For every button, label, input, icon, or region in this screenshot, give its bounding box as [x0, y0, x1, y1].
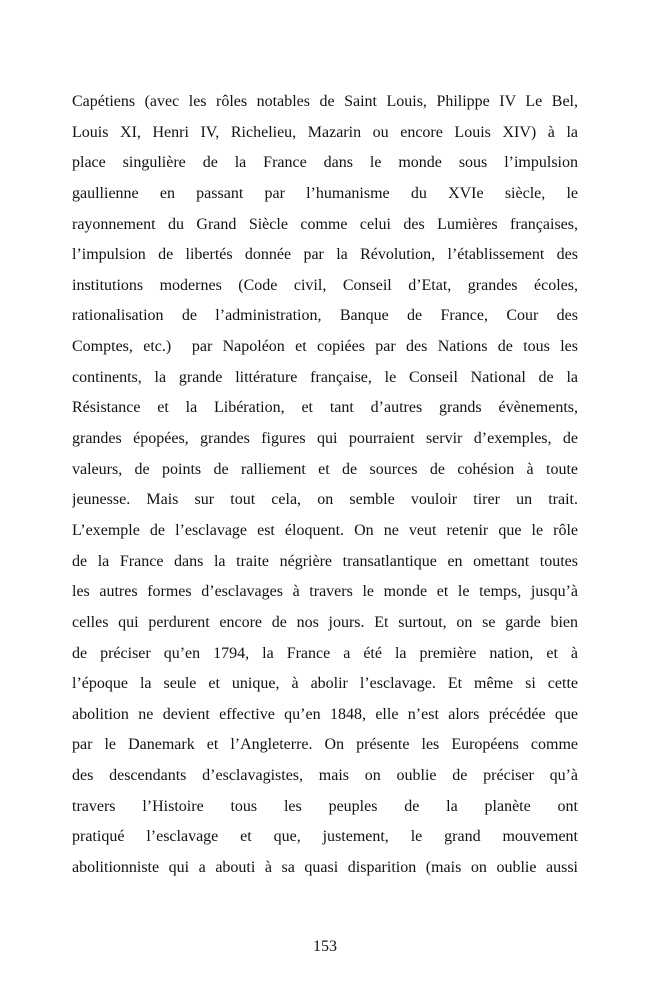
- page-number: 153: [313, 938, 337, 955]
- text-line: travers l’Histoire tous les peuples de la planète ont: [72, 797, 578, 815]
- text-line: Louis XI, Henri IV, Richelieu, Mazarin ou encore Louis XIV) à la: [72, 123, 578, 141]
- text-line: les autres formes d’esclavages à travers le monde et le temps, jusqu’à: [72, 583, 578, 601]
- text-line: pratiqué l’esclavage et que, justement, le grand mouvement: [72, 828, 578, 846]
- text-line: Comptes, etc.) par Napoléon et copiées par des Nations de tous les: [72, 338, 578, 356]
- text-line: des descendants d’esclavagistes, mais on oublie de préciser qu’à: [72, 767, 578, 785]
- body-text-block: [72, 87, 578, 884]
- text-line: grandes épopées, grandes figures qui pourraient servir d’exemples, de: [72, 430, 578, 448]
- text-line: abolitionniste qui a abouti à sa quasi disparition (mais on oublie aussi: [72, 859, 578, 877]
- text-line: l’époque la seule et unique, à abolir l’esclavage. Et même si cette: [72, 675, 578, 693]
- text-line: de la France dans la traite négrière transatlantique en omettant toutes: [72, 552, 578, 570]
- text-line: gaullienne en passant par l’humanisme du XVIe siècle, le: [72, 184, 578, 202]
- text-line: continents, la grande littérature française, le Conseil National de la: [72, 368, 578, 386]
- text-line: abolition ne devient effective qu’en 1848, elle n’est alors précédée que: [72, 705, 578, 723]
- text-line: Résistance et la Libération, et tant d’autres grands évènements,: [72, 399, 578, 417]
- text-line: par le Danemark et l’Angleterre. On présente les Européens comme: [72, 736, 578, 754]
- text-line: de préciser qu’en 1794, la France a été la première nation, et à: [72, 644, 578, 662]
- text-line: celles qui perdurent encore de nos jours. Et surtout, on se garde bien: [72, 613, 578, 631]
- text-line: l’impulsion de libertés donnée par la Révolution, l’établissement des: [72, 246, 578, 264]
- text-line: Capétiens (avec les rôles notables de Saint Louis, Philippe IV Le Bel,: [72, 93, 578, 110]
- text-line: L’exemple de l’esclavage est éloquent. On ne veut retenir que le rôle: [72, 521, 578, 539]
- text-line: institutions modernes (Code civil, Conseil d’Etat, grandes écoles,: [72, 276, 578, 294]
- text-line: rationalisation de l’administration, Banque de France, Cour des: [72, 307, 578, 325]
- text-line: place singulière de la France dans le monde sous l’impulsion: [72, 154, 578, 172]
- text-line: valeurs, de points de ralliement et de sources de cohésion à toute: [72, 460, 578, 478]
- text-line: jeunesse. Mais sur tout cela, on semble vouloir tirer un trait.: [72, 491, 578, 509]
- text-line: rayonnement du Grand Siècle comme celui des Lumières françaises,: [72, 215, 578, 233]
